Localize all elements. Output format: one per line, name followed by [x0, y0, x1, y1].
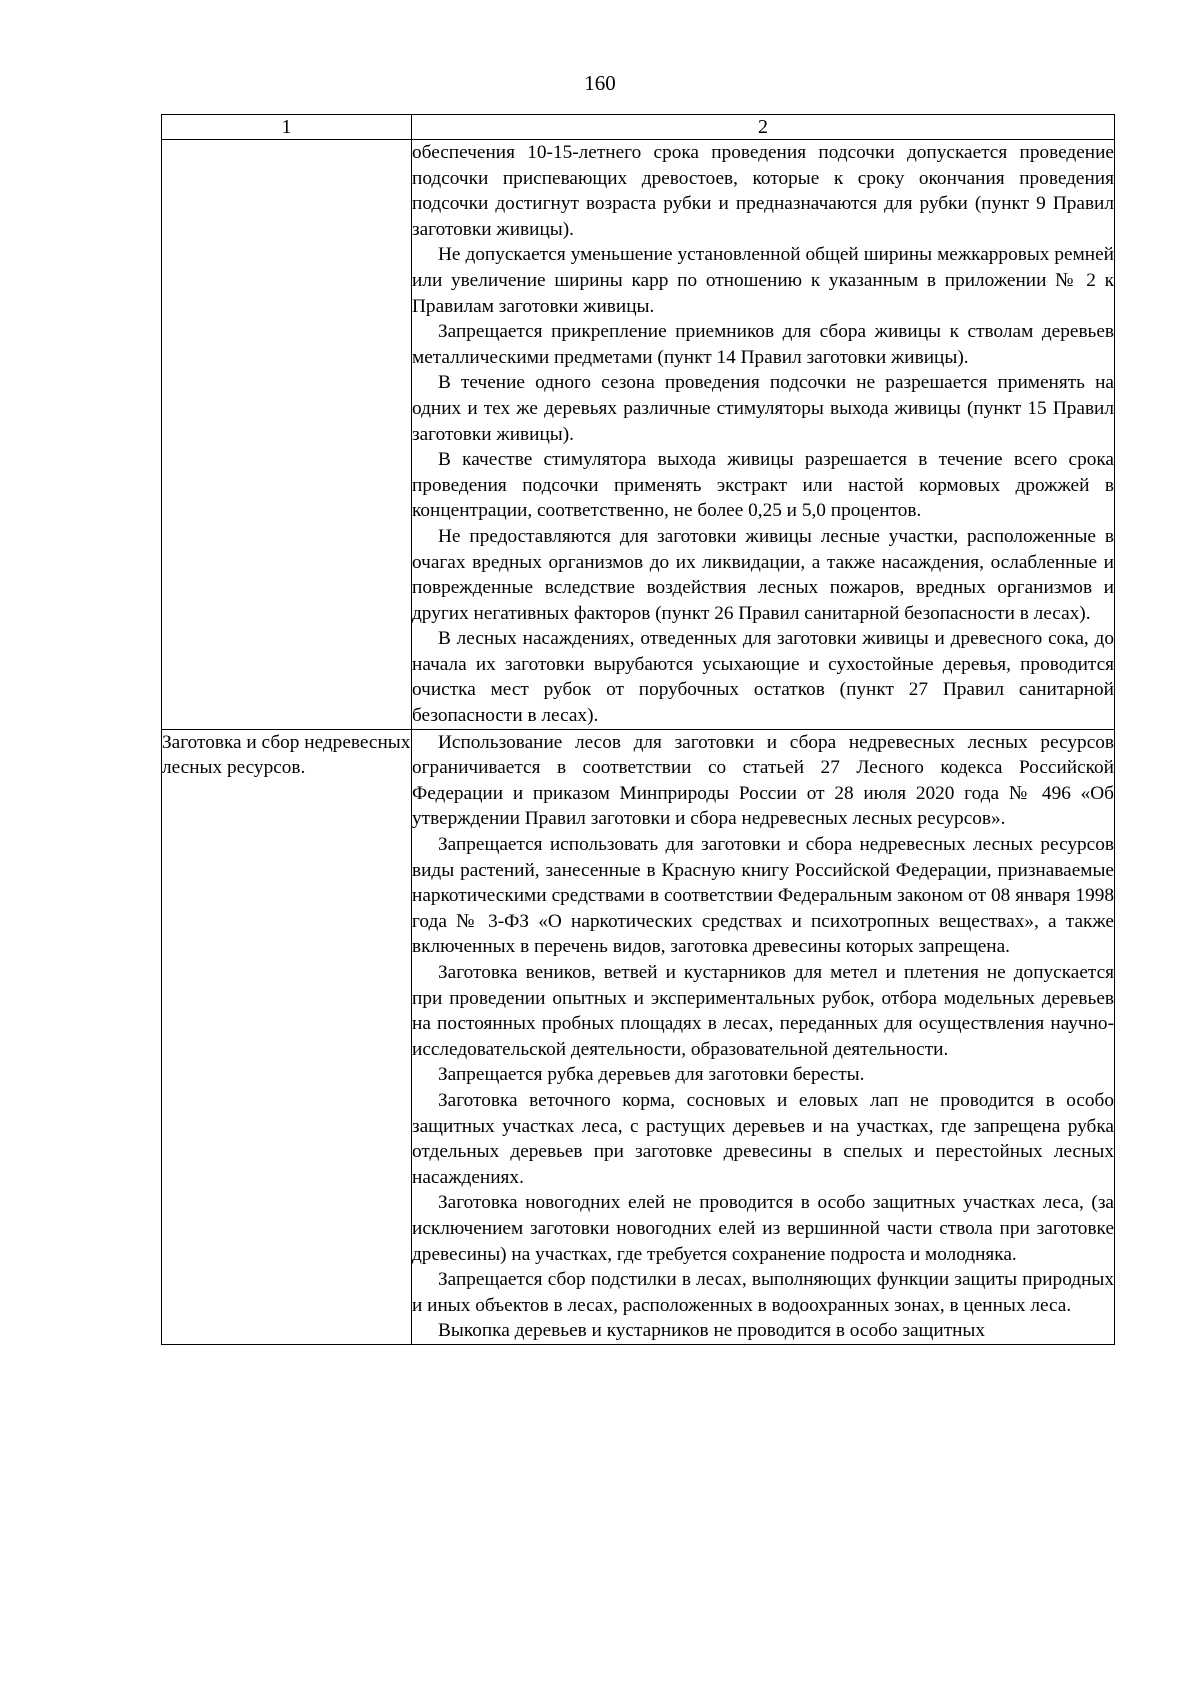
paragraph: В течение одного сезона проведения подсочки не разрешается применять на одних и тех же деревьях различные стимуляторы выхода живицы (пункт 15 Правил заготовки живицы).	[412, 372, 1114, 445]
table-cell-col2	[412, 140, 1115, 730]
paragraph: Запрещается сбор подстилки в лесах, выполняющих функции защиты природных и иных объектов в лесах, расположенных в водоохранных зонах, в ценных леса.	[412, 1269, 1114, 1316]
table-cell-col1	[162, 729, 412, 1344]
paragraph: В качестве стимулятора выхода живицы разрешается в течение всего срока проведения подсочки применять экстракт или настой кормовых дрожжей в концентрации, соответственно, не более 0,25 и 5,0 процентов.	[412, 449, 1114, 522]
table-header-col2: 2	[412, 115, 1115, 140]
page-number: 160	[584, 71, 616, 95]
table-row	[162, 729, 1115, 1344]
table-header-col1: 1	[162, 115, 412, 140]
table-cell-col1	[162, 140, 412, 730]
paragraph: Использование лесов для заготовки и сбора недревесных лесных ресурсов ограничивается в соответствии со статьей 27 Лесного кодекса Российской Федерации и приказом Минприроды России от 28 июля 2020 года № 496 «Об утверждении Правил заготовки и сбора недревесных лесных ресурсов».	[412, 731, 1114, 830]
table-cell-col2	[412, 729, 1115, 1344]
paragraph: Запрещается использовать для заготовки и сбора недревесных лесных ресурсов виды растений, занесенные в Красную книгу Российской Федерации, признаваемые наркотическими средствами в соответствии Федеральным законом от 08 января 1998 года № 3-ФЗ «О наркотических средствах и психотропных веществах», а также включенных в перечень видов, заготовка древесины которых запрещена.	[412, 834, 1114, 958]
table-header-row	[162, 115, 1115, 140]
paragraph: В лесных насаждениях, отведенных для заготовки живицы и древесного сока, до начала их заготовки вырубаются усыхающие и сухостойные деревья, проводится очистка мест рубок от порубочных остатков (пункт 27 Правил санитарной безопасности в лесах).	[412, 628, 1114, 727]
document-table	[161, 114, 1115, 1345]
paragraph: Не предоставляются для заготовки живицы лесные участки, расположенные в очагах вредных организмов до их ликвидации, а также насаждения, ослабленные и поврежденные вследствие воздействия лесных пожаров, вредных организмов и других негативных факторов (пункт 26 Правил санитарной безопасности в лесах).	[412, 525, 1114, 624]
paragraph: Не допускается уменьшение установленной общей ширины межкарровых ремней или увеличение ширины карр по отношению к указанным в приложении № 2 к Правилам заготовки живицы.	[412, 244, 1114, 317]
paragraph: обеспечения 10-15-летнего срока проведения подсочки допускается проведение подсочки приспевающих древостоев, которые к сроку окончания проведения подсочки достигнут возраста рубки и предназначаются для рубки (пункт 9 Правил заготовки живицы).	[412, 142, 1114, 240]
paragraph: Заготовка веточного корма, сосновых и еловых лап не проводится в особо защитных участках леса, с растущих деревьев и на участках, где запрещена рубка отдельных деревьев при заготовке древесины в спелых и перестойных лесных насаждениях.	[412, 1089, 1114, 1188]
paragraph: Выкопка деревьев и кустарников не проводится в особо защитных	[438, 1320, 986, 1342]
paragraph: Запрещается рубка деревьев для заготовки бересты.	[438, 1064, 865, 1086]
paragraph: Заготовка веников, ветвей и кустарников для метел и плетения не допускается при проведении опытных и экспериментальных рубок, отбора модельных деревьев на постоянных пробных площадях в лесах, переданных для осуществления научно-исследовательской деятельности, образовательной деятельности.	[412, 962, 1114, 1060]
paragraph: Заготовка новогодних елей не проводится в особо защитных участках леса, (за исключением заготовки новогодних елей из вершинной части ствола при заготовке древесины) на участках, где требуется сохранение подроста и молодняка.	[412, 1192, 1114, 1265]
paragraph: Запрещается прикрепление приемников для сбора живицы к стволам деревьев металлическими предметами (пункт 14 Правил заготовки живицы).	[412, 321, 1114, 368]
table-row	[162, 140, 1115, 730]
row-topic: Заготовка и сбор недревесных лесных ресурсов.	[162, 731, 411, 779]
